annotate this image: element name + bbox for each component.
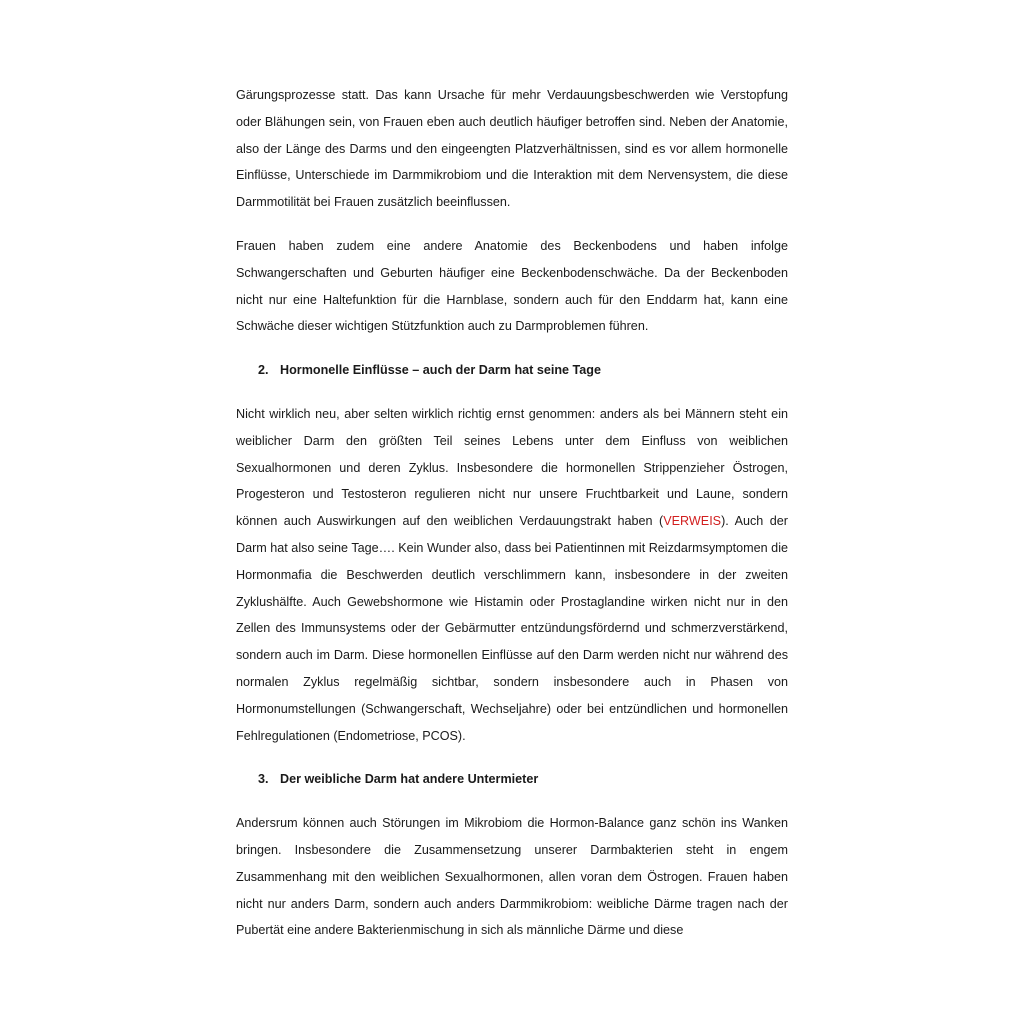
reference-placeholder: VERWEIS (663, 514, 722, 529)
paragraph-4: Andersrum können auch Störungen im Mikrobiom die Hormon-Balance ganz schön ins Wanken bringen. Insbesondere die Zusammensetzung unserer Darmbakterien steht in engem Zusammenhang mit den weiblichen Sexualhormonen, allen voran dem Östrogen. Frauen haben nicht nur anders Darm, sondern auch anders Darmmikrobiom: weibliche Därme tragen nach der Pubertät eine andere Bakterienmischung in sich als männliche Därme und diese (236, 816, 788, 938)
section-title: Hormonelle Einflüsse – auch der Darm hat seine Tage (280, 363, 602, 378)
section-heading-2 (236, 357, 788, 384)
paragraph-2: Frauen haben zudem eine andere Anatomie des Beckenbodens und haben infolge Schwangerschaften und Geburten häufiger eine Beckenbodenschwäche. Da der Beckenboden nicht nur eine Haltefunktion für die Harnblase, sondern auch für den Enddarm hat, kann eine Schwäche dieser wichtigen Stützfunktion auch zu Darmproblemen führen. (236, 238, 788, 334)
paragraph-3 (236, 401, 788, 749)
paragraph-1: Gärungsprozesse statt. Das kann Ursache für mehr Verdauungsbeschwerden wie Verstopfung oder Blähungen sein, von Frauen eben auch deutlich häufiger betroffen sind. Neben der Anatomie, also der Länge des Darms und den eingeengten Platzverhältnissen, sind es vor allem hormonelle Einflüsse, Unterschiede im Darmmikrobiom und die Interaktion mit dem Nervensystem, die diese Darmmotilität bei Frauen zusätzlich beeinflussen. (236, 88, 788, 210)
section-number: 3. (258, 772, 269, 787)
section-number: 2. (258, 363, 269, 378)
section-heading-3 (236, 766, 788, 793)
section-title: Der weibliche Darm hat andere Untermieter (280, 772, 539, 787)
paragraph-3-text-start: Nicht wirklich neu, aber selten wirklich richtig ernst genommen: anders als bei Männern steht ein weiblicher Darm den größten Teil seines Lebens unter dem Einfluss von weiblichen Sexualhormonen und deren Zyklus. Insbesondere die hormonellen Strippenzieher Östrogen, Progesteron und Testosteron regulieren nicht nur unsere Fruchtbarkeit und Laune, sondern können auch Auswirkungen auf den weiblichen Verdauungstrakt haben ( (236, 406, 788, 529)
document-body (236, 82, 788, 961)
paragraph-3-text-end: ). Auch der Darm hat also seine Tage…. Kein Wunder also, dass bei Patientinnen mit Reizdarmsymptomen die Hormonmafia die Beschwerden deutlich verschlimmern kann, insbesondere in der zweiten Zyklushälfte. Auch Gewebshormone wie Histamin oder Prostaglandine wirken nicht nur in den Zellen des Immunsystems oder der Gebärmutter entzündungsfördernd und schmerzverstärkend, sondern auch im Darm. Diese hormonellen Einflüsse auf den Darm werden nicht nur während des normalen Zyklus regelmäßig sichtbar, sondern insbesondere auch in Phasen von Hormonumstellungen (Schwangerschaft, Wechseljahre) oder bei entzündlichen und hormonellen Fehlregulationen (Endometriose, PCOS). (236, 514, 788, 743)
